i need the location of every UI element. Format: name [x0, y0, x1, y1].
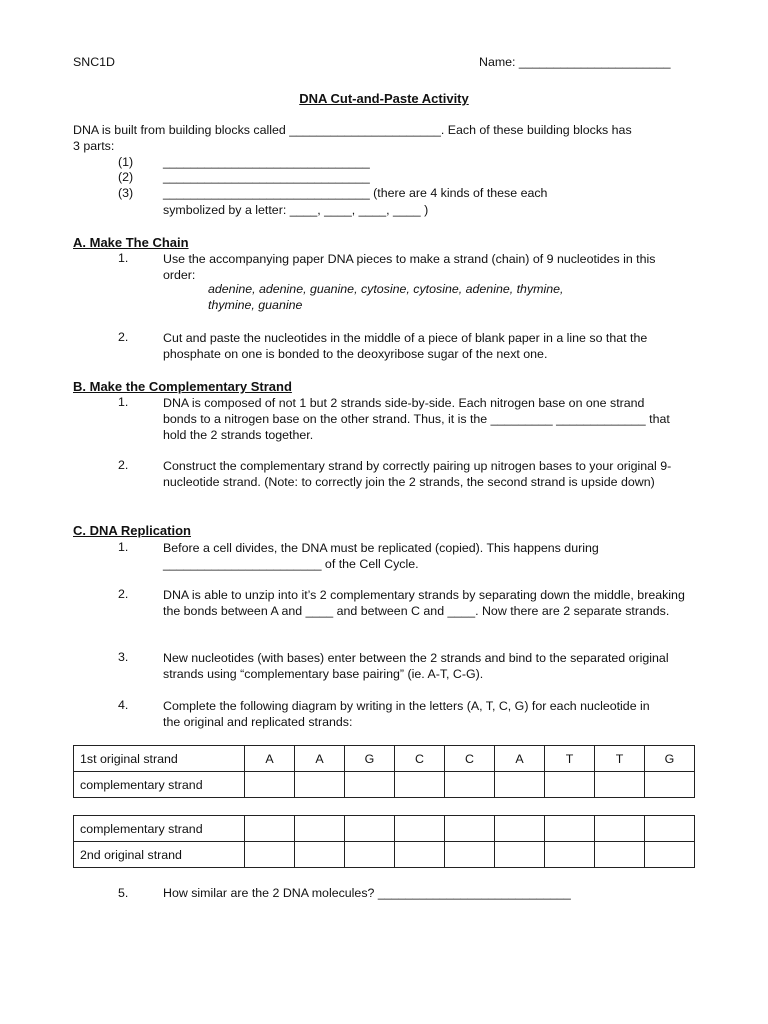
c4-text: Complete the following diagram by writing in the letters (A, T, C, G) for each nucleotide in the original and replicated strands:	[163, 699, 650, 729]
row-label: 1st original strand	[74, 746, 245, 772]
blank-cell[interactable]	[495, 842, 545, 868]
b1-num: 1.	[118, 395, 129, 409]
part-1-blank[interactable]: ______________________________	[163, 155, 370, 169]
intro-line2: 3 parts:	[73, 139, 115, 153]
a1-num: 1.	[118, 251, 129, 265]
strand-table-2	[73, 815, 695, 868]
base-cell: T	[595, 746, 645, 772]
c4-num: 4.	[118, 698, 129, 712]
b2-num: 2.	[118, 458, 129, 472]
section-c-heading: C. DNA Replication	[73, 523, 191, 538]
blank-cell[interactable]	[595, 816, 645, 842]
intro-line1: DNA is built from building blocks called ______________________. Each of these building blocks has	[73, 123, 632, 137]
base-cell: G	[645, 746, 695, 772]
base-cell: A	[245, 746, 295, 772]
blank-cell[interactable]	[445, 816, 495, 842]
blank-cell[interactable]	[495, 816, 545, 842]
row-label: complementary strand	[74, 772, 245, 798]
blank-cell[interactable]	[295, 816, 345, 842]
page-title: DNA Cut-and-Paste Activity	[299, 91, 469, 106]
base-cell: G	[345, 746, 395, 772]
course-code: SNC1D	[73, 55, 115, 69]
blank-cell[interactable]	[445, 772, 495, 798]
blank-cell[interactable]	[345, 772, 395, 798]
blank-cell[interactable]	[445, 842, 495, 868]
blank-cell[interactable]	[245, 842, 295, 868]
a2-text: Cut and paste the nucleotides in the middle of a piece of blank paper in a line so that the phosphate on one is bonded to the deoxyribose sugar of the next one.	[163, 331, 648, 361]
blank-cell[interactable]	[595, 842, 645, 868]
blank-cell[interactable]	[295, 842, 345, 868]
blank-cell[interactable]	[595, 772, 645, 798]
a2-num: 2.	[118, 330, 129, 344]
strand-table-1	[73, 745, 695, 798]
part-3-letters[interactable]: symbolized by a letter: ____, ____, ____, ____ )	[163, 203, 429, 217]
b2-text: Construct the complementary strand by correctly pairing up nitrogen bases to your original 9-nucleotide strand. (Note: to correctly join the 2 strands, the second strand is upside down)	[163, 459, 672, 489]
blank-cell[interactable]	[395, 772, 445, 798]
table-row	[74, 746, 695, 772]
name-field[interactable]: Name: ______________________	[479, 55, 671, 69]
blank-cell[interactable]	[395, 842, 445, 868]
b1-text[interactable]: DNA is composed of not 1 but 2 strands side-by-side. Each nitrogen base on one strand bonds to a nitrogen base on the other strand. Thus, it is the _________ _____________ that hold the 2 strands together.	[163, 396, 670, 442]
blank-cell[interactable]	[645, 772, 695, 798]
base-cell: A	[295, 746, 345, 772]
blank-cell[interactable]	[645, 842, 695, 868]
blank-cell[interactable]	[495, 772, 545, 798]
part-3-blank[interactable]: ______________________________ (there are 4 kinds of these each	[163, 186, 548, 200]
base-cell: C	[395, 746, 445, 772]
blank-cell[interactable]	[245, 772, 295, 798]
blank-cell[interactable]	[295, 772, 345, 798]
row-label: complementary strand	[74, 816, 245, 842]
c2-text[interactable]: DNA is able to unzip into it’s 2 complementary strands by separating down the middle, breaking the bonds between A and ____ and between C and ____. Now there are 2 separate strands.	[163, 588, 685, 618]
a1-order-line2: thymine, guanine	[208, 298, 303, 312]
c5-text[interactable]: How similar are the 2 DNA molecules? ____________________________	[163, 886, 571, 900]
c1-text[interactable]: Before a cell divides, the DNA must be replicated (copied). This happens during _______________________ of the Cell Cycle.	[163, 541, 599, 571]
section-a-heading: A. Make The Chain	[73, 235, 189, 250]
table-row	[74, 842, 695, 868]
section-b-heading: B. Make the Complementary Strand	[73, 379, 292, 394]
c3-text: New nucleotides (with bases) enter between the 2 strands and bind to the separated original strands using “complementary base pairing” (ie. A-T, C-G).	[163, 651, 669, 681]
blank-cell[interactable]	[245, 816, 295, 842]
c3-num: 3.	[118, 650, 129, 664]
c2-num: 2.	[118, 587, 129, 601]
blank-cell[interactable]	[345, 842, 395, 868]
part-3-num: (3)	[118, 186, 134, 200]
base-cell: A	[495, 746, 545, 772]
part-1-num: (1)	[118, 155, 134, 169]
base-cell: C	[445, 746, 495, 772]
blank-cell[interactable]	[395, 816, 445, 842]
base-cell: T	[545, 746, 595, 772]
c5-num: 5.	[118, 886, 129, 900]
blank-cell[interactable]	[545, 842, 595, 868]
blank-cell[interactable]	[645, 816, 695, 842]
part-2-num: (2)	[118, 170, 134, 184]
row-label: 2nd original strand	[74, 842, 245, 868]
c1-num: 1.	[118, 540, 129, 554]
part-2-blank[interactable]: ______________________________	[163, 170, 370, 184]
blank-cell[interactable]	[545, 772, 595, 798]
a1-text: Use the accompanying paper DNA pieces to make a strand (chain) of 9 nucleotides in this order:	[163, 252, 656, 282]
table-row	[74, 772, 695, 798]
blank-cell[interactable]	[545, 816, 595, 842]
a1-order-line1: adenine, adenine, guanine, cytosine, cytosine, adenine, thymine,	[208, 282, 564, 296]
table-row	[74, 816, 695, 842]
blank-cell[interactable]	[345, 816, 395, 842]
